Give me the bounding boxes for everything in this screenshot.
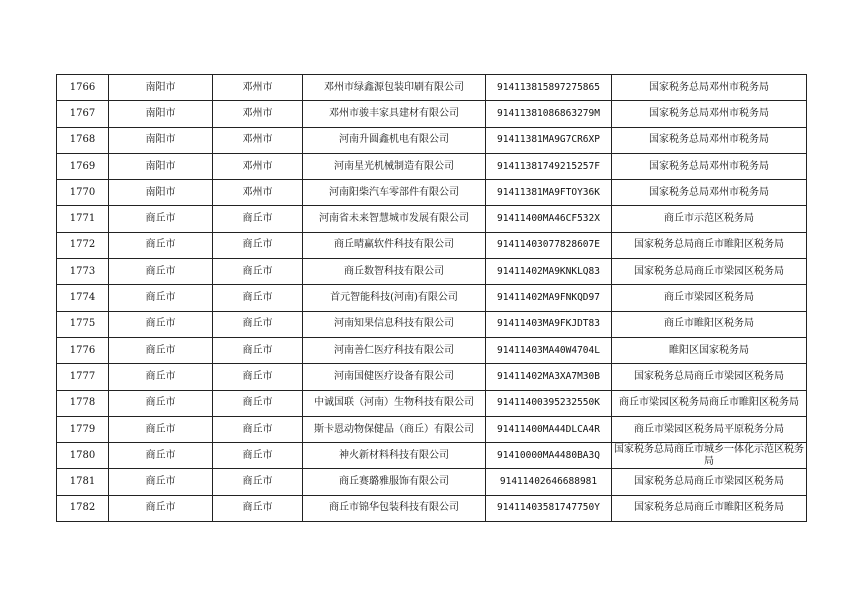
row-number-cell: 1770 [57, 180, 109, 206]
company-name-cell: 商丘数智科技有限公司 [303, 259, 486, 285]
credit-code-cell: 91411400MA44DLCA4R [486, 416, 612, 442]
row-number-cell: 1775 [57, 311, 109, 337]
taxpayer-table [56, 74, 807, 522]
county-cell: 商丘市 [213, 285, 303, 311]
county-cell: 邓州市 [213, 153, 303, 179]
credit-code-cell: 91411381086863279M [486, 101, 612, 127]
row-number-cell: 1766 [57, 75, 109, 101]
table-row [57, 259, 807, 285]
city-cell: 商丘市 [109, 206, 213, 232]
credit-code-cell: 91411381749215257F [486, 153, 612, 179]
credit-code-cell: 91411400MA46CF532X [486, 206, 612, 232]
tax-office-cell: 国家税务总局邓州市税务局 [612, 153, 807, 179]
credit-code-cell: 91411402646688981 [486, 469, 612, 495]
city-cell: 南阳市 [109, 127, 213, 153]
credit-code-cell: 91411381MA9FTOY36K [486, 180, 612, 206]
row-number-cell: 1772 [57, 232, 109, 258]
county-cell: 邓州市 [213, 127, 303, 153]
tax-office-cell: 商丘市梁园区税务局平原税务分局 [612, 416, 807, 442]
credit-code-cell: 91411403MA9FKJDT83 [486, 311, 612, 337]
tax-office-cell: 商丘市梁园区税务局商丘市睢阳区税务局 [612, 390, 807, 416]
tax-office-cell: 国家税务总局商丘市城乡一体化示范区税务局 [612, 443, 807, 469]
row-number-cell: 1779 [57, 416, 109, 442]
company-name-cell: 邓州市绿鑫源包装印刷有限公司 [303, 75, 486, 101]
tax-office-cell: 国家税务总局邓州市税务局 [612, 180, 807, 206]
row-number-cell: 1776 [57, 337, 109, 363]
company-name-cell: 河南善仁医疗科技有限公司 [303, 337, 486, 363]
county-cell: 商丘市 [213, 469, 303, 495]
company-name-cell: 商丘晴赢软件科技有限公司 [303, 232, 486, 258]
city-cell: 商丘市 [109, 364, 213, 390]
table-row [57, 232, 807, 258]
tax-office-cell: 商丘市睢阳区税务局 [612, 311, 807, 337]
credit-code-cell: 91411400395232550K [486, 390, 612, 416]
credit-code-cell: 91411402MA3XA7M30B [486, 364, 612, 390]
city-cell: 商丘市 [109, 311, 213, 337]
credit-code-cell: 91411402MA9KNKLQ83 [486, 259, 612, 285]
row-number-cell: 1780 [57, 443, 109, 469]
county-cell: 商丘市 [213, 495, 303, 521]
table-body [57, 75, 807, 522]
tax-office-cell: 国家税务总局商丘市睢阳区税务局 [612, 232, 807, 258]
credit-code-cell: 91411381MA9G7CR6XP [486, 127, 612, 153]
table-row [57, 416, 807, 442]
table-row [57, 469, 807, 495]
row-number-cell: 1782 [57, 495, 109, 521]
city-cell: 商丘市 [109, 259, 213, 285]
row-number-cell: 1771 [57, 206, 109, 232]
table-row [57, 285, 807, 311]
row-number-cell: 1781 [57, 469, 109, 495]
tax-office-cell: 商丘市示范区税务局 [612, 206, 807, 232]
city-cell: 商丘市 [109, 495, 213, 521]
row-number-cell: 1768 [57, 127, 109, 153]
table-row [57, 364, 807, 390]
company-name-cell: 首元智能科技(河南)有限公司 [303, 285, 486, 311]
table-row [57, 390, 807, 416]
company-name-cell: 神火新材料科技有限公司 [303, 443, 486, 469]
row-number-cell: 1767 [57, 101, 109, 127]
company-name-cell: 中诚国联（河南）生物科技有限公司 [303, 390, 486, 416]
city-cell: 商丘市 [109, 416, 213, 442]
county-cell: 邓州市 [213, 101, 303, 127]
county-cell: 邓州市 [213, 180, 303, 206]
city-cell: 商丘市 [109, 443, 213, 469]
city-cell: 南阳市 [109, 101, 213, 127]
company-name-cell: 河南升圆鑫机电有限公司 [303, 127, 486, 153]
table-row [57, 495, 807, 521]
company-name-cell: 邓州市骏丰家具建材有限公司 [303, 101, 486, 127]
table-row [57, 180, 807, 206]
city-cell: 商丘市 [109, 337, 213, 363]
city-cell: 南阳市 [109, 180, 213, 206]
table-row [57, 443, 807, 469]
city-cell: 商丘市 [109, 390, 213, 416]
tax-office-cell: 国家税务总局邓州市税务局 [612, 75, 807, 101]
credit-code-cell: 91411403581747750Y [486, 495, 612, 521]
row-number-cell: 1774 [57, 285, 109, 311]
county-cell: 商丘市 [213, 259, 303, 285]
county-cell: 商丘市 [213, 206, 303, 232]
county-cell: 商丘市 [213, 416, 303, 442]
company-name-cell: 商丘市锦华包装科技有限公司 [303, 495, 486, 521]
row-number-cell: 1773 [57, 259, 109, 285]
tax-office-cell: 国家税务总局商丘市梁园区税务局 [612, 259, 807, 285]
row-number-cell: 1769 [57, 153, 109, 179]
tax-office-cell: 国家税务总局商丘市梁园区税务局 [612, 364, 807, 390]
company-name-cell: 河南阳柴汽车零部件有限公司 [303, 180, 486, 206]
city-cell: 商丘市 [109, 469, 213, 495]
county-cell: 商丘市 [213, 232, 303, 258]
table-row [57, 127, 807, 153]
city-cell: 商丘市 [109, 232, 213, 258]
credit-code-cell: 91411403MA40W4704L [486, 337, 612, 363]
tax-office-cell: 国家税务总局商丘市梁园区税务局 [612, 469, 807, 495]
credit-code-cell: 91411402MA9FNKQD97 [486, 285, 612, 311]
county-cell: 商丘市 [213, 443, 303, 469]
company-name-cell: 斯卡恩动物保健品（商丘）有限公司 [303, 416, 486, 442]
tax-office-cell: 国家税务总局商丘市睢阳区税务局 [612, 495, 807, 521]
company-name-cell: 河南省未来智慧城市发展有限公司 [303, 206, 486, 232]
row-number-cell: 1778 [57, 390, 109, 416]
tax-office-cell: 国家税务总局邓州市税务局 [612, 127, 807, 153]
county-cell: 商丘市 [213, 311, 303, 337]
city-cell: 商丘市 [109, 285, 213, 311]
city-cell: 南阳市 [109, 75, 213, 101]
row-number-cell: 1777 [57, 364, 109, 390]
table-row [57, 153, 807, 179]
table-row [57, 101, 807, 127]
tax-office-cell: 国家税务总局邓州市税务局 [612, 101, 807, 127]
company-name-cell: 河南星光机械制造有限公司 [303, 153, 486, 179]
table-row [57, 311, 807, 337]
company-name-cell: 商丘赛璐雅服饰有限公司 [303, 469, 486, 495]
county-cell: 商丘市 [213, 337, 303, 363]
table-row [57, 206, 807, 232]
city-cell: 南阳市 [109, 153, 213, 179]
county-cell: 商丘市 [213, 390, 303, 416]
county-cell: 商丘市 [213, 364, 303, 390]
table-row [57, 337, 807, 363]
tax-office-cell: 商丘市梁园区税务局 [612, 285, 807, 311]
company-name-cell: 河南知果信息科技有限公司 [303, 311, 486, 337]
county-cell: 邓州市 [213, 75, 303, 101]
credit-code-cell: 91410000MA4480BA3Q [486, 443, 612, 469]
table-row [57, 75, 807, 101]
company-name-cell: 河南国健医疗设备有限公司 [303, 364, 486, 390]
tax-office-cell: 睢阳区国家税务局 [612, 337, 807, 363]
credit-code-cell: 914113815897275865 [486, 75, 612, 101]
credit-code-cell: 91411403077828607E [486, 232, 612, 258]
